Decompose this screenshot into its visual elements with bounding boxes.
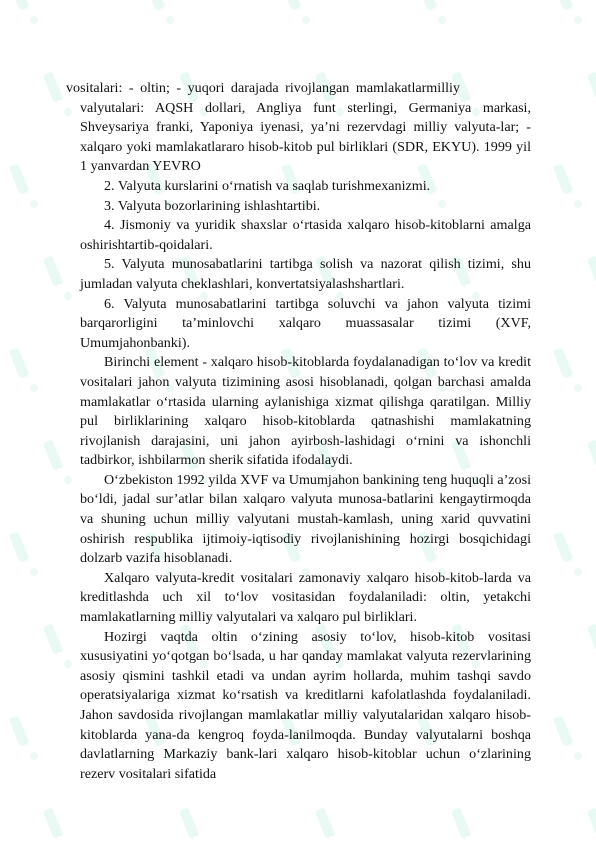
paragraph-5: 5. Valyuta munosabatlarini tartibga solish va nazorat qilish tizimi, shu jumladan valyuta cheklashlari, konvertatsiyalashshartlari. (80, 256, 531, 292)
paragraph-4: 4. Jismoniy va yuridik shaxslar o‘rtasida xalqaro hisob-kitoblarni amalga oshirishtartib-qoidalari. (80, 217, 531, 253)
paragraph-6: 6. Valyuta munosabatlarini tartibga soluvchi va jahon valyuta tizimi barqarorligini ta’minlovchi xalqaro muassasalar tizimi (XVF, Umumjahonbanki). (80, 295, 531, 351)
paragraph-10: Hozirgi vaqtda oltin o‘zining asosiy to‘lov, hisob-kitob vositasi xususiyatini yo‘qotgan bo‘lsada, u har qanday mamlakat valyuta rezervlarining asosiy qismini tashkil etadi va undan ayrim hollarda, muhim tashqi savdo operatsiyalariga xizmat ko‘rsatish va kreditlarni kafolatlashda foydalaniladi. Jahon savdosida rivojlangan mamlakatlar milliy valyutalaridan xalqaro hisob-kitoblarda yana-da kengroq foyda-lanilmoqda. Bunday valyutalarni boshqa davlatlarning Markaziy bank-lari xalqaro hisob-kitoblar uchun o‘zlarining rezerv vositalari sifatida (80, 628, 531, 782)
paragraph-1 (66, 79, 531, 177)
page-body (66, 79, 531, 784)
paragraph-8: O‘zbekiston 1992 yilda XVF va Umumjahon bankining teng huquqli a’zosi bo‘ldi, jadal sur’atlar bilan xalqaro valyuta munosa-batlarini kengaytirmoqda va shuning uchun milliy valyutani mustah-kamlash, uning xarid quvvatini oshirish respublika ijtimoiy-iqtisodiy rivojlanishining hozirgi bosqichidagi dolzarb vazifa hisoblanadi. (80, 471, 531, 567)
paragraph-1-text: valyutalari: AQSH dollari, Angliya funt sterlingi, Germaniya markasi, Shveysariya franki, Yaponiya iyenasi, ya’ni rezervdagi milliy valyuta-lar; - xalqaro yoki mamlakatlararo hisob-kitob pul birliklari (SDR, EKYU). 1999 yil 1 yanvardan YEVRO (80, 99, 531, 175)
paragraph-2: 2. Valyuta kurslarini o‘rnatish va saqlab turishmexanizmi. (104, 177, 431, 194)
paragraph-1-first-line: vositalari: - oltin; - yuqori darajada rivojlangan mamlakatlarmilliy (66, 80, 460, 96)
paragraph-7: Birinchi element - xalqaro hisob-kitoblarda foydalanadigan to‘lov va kredit vositalari jahon valyuta tizimining asosi hisoblanadi, qolgan barchasi amalda mamlakatlar o‘rtasida ularning aylanishiga xizmat qilishga qaratilgan. Milliy pul birliklarining xalqaro hisob-kitoblarda qatnashishi mamlakatning rivojlanish darajasini, uni jahon ayirbosh-lashidagi o‘rnini va ishonchli tadbirkor, ishbilarmon sherik sifatida ifodalaydi. (80, 354, 531, 469)
paragraph-9: Xalqaro valyuta-kredit vositalari zamonaviy xalqaro hisob-kitob-larda va kreditlashda uch xil to‘lov vositasidan foydalaniladi: oltin, yetakchi mamlakatlarning milliy valyutalari va xalqaro pul birliklari. (80, 569, 531, 626)
paragraph-3: 3. Valyuta bozorlarining ishlashtartibi. (104, 197, 321, 214)
